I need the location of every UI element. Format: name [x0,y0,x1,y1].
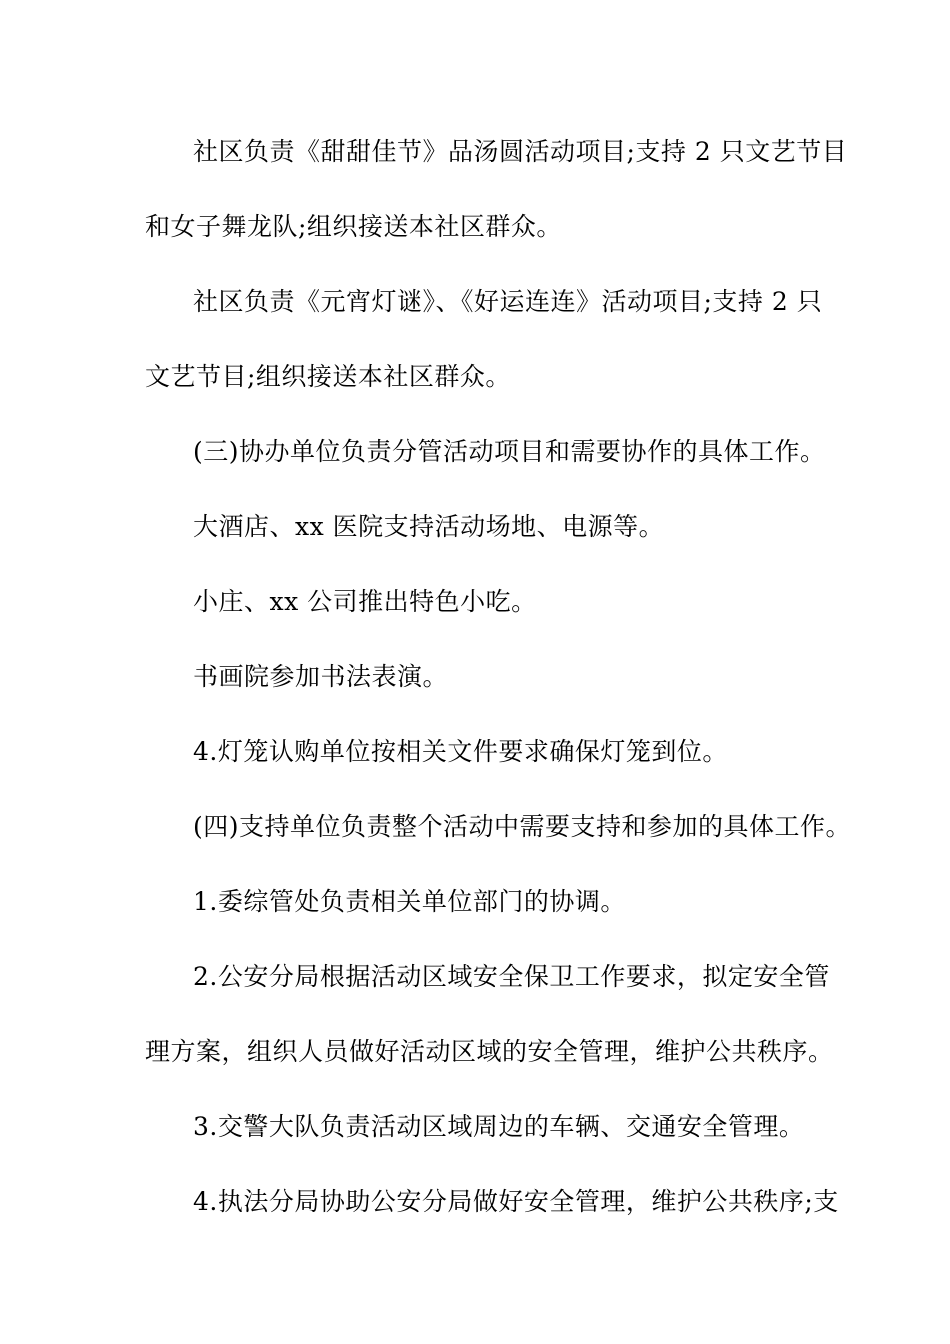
section-heading: (三)协办单位负责分管活动项目和需要协作的具体工作。 [193,437,826,466]
paragraph-line: 小庄、xx 公司推出特色小吃。 [193,587,537,616]
list-item: 4.灯笼认购单位按相关文件要求确保灯笼到位。 [193,737,728,766]
list-item: 3.交警大队负责活动区域周边的车辆、交通安全管理。 [193,1112,805,1141]
paragraph-line: 文艺节目;组织接送本社区群众。 [145,362,511,391]
section-heading: (四)支持单位负责整个活动中需要支持和参加的具体工作。 [193,812,852,841]
list-item: 4.执法分局协助公安分局做好安全管理，维护公共秩序;支 [193,1187,839,1216]
paragraph-line: 大酒店、xx 医院支持活动场地、电源等。 [193,512,665,541]
list-item: 2.公安分局根据活动区域安全保卫工作要求，拟定安全管 [193,962,830,991]
paragraph-line: 书画院参加书法表演。 [193,662,449,691]
list-item: 1.委综管处负责相关单位部门的协调。 [193,887,626,916]
paragraph-line: 社区负责《元宵灯谜》、《好运连连》活动项目;支持 2 只 [193,287,823,316]
paragraph-line: 理方案，组织人员做好活动区域的安全管理，维护公共秩序。 [145,1037,834,1066]
paragraph-line: 社区负责《甜甜佳节》品汤圆活动项目;支持 2 只文艺节目 [193,137,848,166]
paragraph-line: 和女子舞龙队;组织接送本社区群众。 [145,212,562,241]
